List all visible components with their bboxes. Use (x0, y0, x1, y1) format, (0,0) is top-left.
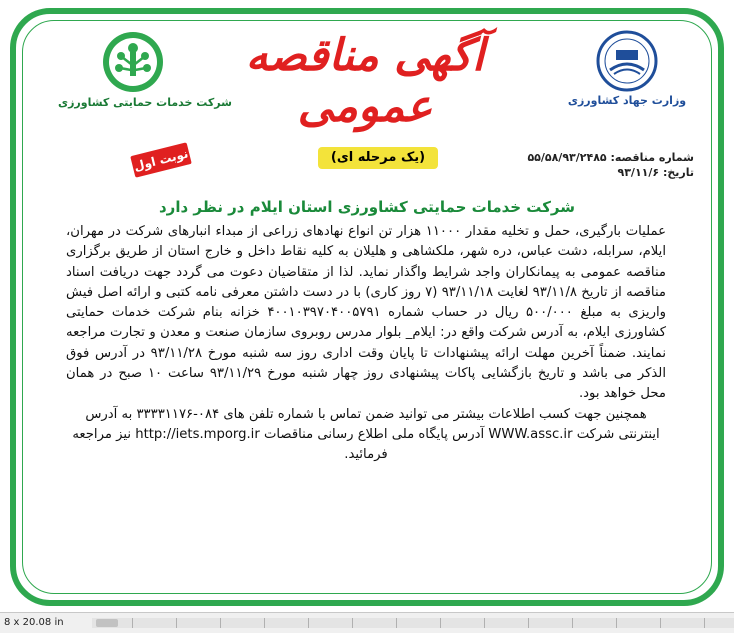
ruler-tick (352, 618, 353, 628)
tender-date: تاریخ: ۹۳/۱۱/۶ (617, 166, 694, 179)
ruler-tick (616, 618, 617, 628)
ruler-tick (660, 618, 661, 628)
ruler-tick (484, 618, 485, 628)
notice-body (66, 222, 666, 466)
body-paragraph-main: عملیات بارگیری، حمل و تخلیه مقدار ۱۱۰۰۰ هزار تن انواع نهادهای زراعی از مبداء انبارهای شرکت در مهران، ایلام، سرابله، دشت عباس، دره شهر، ملکشاهی و هلیلان به کلیه نقاط داخل و خارج استان از طریق برگزاری مناقصه عمومی به پیمانکاران واجد شرایط واگذار نماید. لذا از متقاضیان دعوت می گردد جهت دریافت اسناد مناقصه از تاریخ ۹۳/۱۱/۸ لغایت ۹۳/۱۱/۱۸ (۷ روز کاری) با در دست داشتن معرفی نامه کتبی و ارائه اصل فیش واریزی به مبلغ ۵۰۰/۰۰۰ ریال در حساب شماره ۴۰۰۱۰۳۹۷۰۴۰۰۵۷۹۱ خزانه بنام شرکت خدمات حمایتی کشاورزی ایلام، به آدرس شرکت واقع در: ایلام_ بلوار مدرس روبروی سازمان صنعت و معدن و تجارت مراجعه نمایند. ضمناً آخرین مهلت ارائه پیشنهادات تا پایان وقت اداری روز سه شنبه مورخ ۹۳/۱۱/۲۸ در آدرس فوق الذکر می باشد و تاریخ بازگشایی پاکات پیشنهادی روز چهار شنبه مورخ ۹۳/۱۱/۲۹ ساعت ۱۰ صبح در همان محل خواهد بود. (66, 224, 667, 402)
ministry-caption: وزارت جهاد کشاورزی (567, 94, 687, 107)
first-round-badge: نوبت اول (130, 142, 192, 177)
ruler-tick (528, 618, 529, 628)
status-bar (0, 612, 734, 633)
ministry-emblem-icon (596, 30, 658, 92)
body-paragraph-contact: همچنین جهت کسب اطلاعات بیشتر می توانید ضمن تماس با شماره تلفن های ۰۸۴-۳۳۳۳۱۱۷۶ به آدرس اینترنتی شرکت WWW.assc.ir آدرس پایگاه ملی اطلاع رسانی مناقصات http://iets.mporg.ir نیز مراجعه فرمائید. (72, 406, 660, 463)
company-emblem-icon (101, 30, 165, 94)
company-caption: شرکت خدمات حمایتی کشاورزی (58, 96, 232, 109)
tender-number: شماره مناقصه: ۵۵/۵۸/۹۳/۲۴۸۵ (527, 151, 694, 164)
tender-reference (527, 150, 694, 180)
ministry-logo (562, 30, 692, 107)
ruler-tick (308, 618, 309, 628)
ruler-tick (220, 618, 221, 628)
notice-title: آگهی مناقصه عمومی (245, 30, 485, 132)
ruler-tick (572, 618, 573, 628)
company-logo (58, 30, 232, 109)
scroll-thumb[interactable] (96, 619, 118, 627)
horizontal-scrollbar[interactable] (92, 618, 734, 628)
phase-label: (یک مرحله ای) (318, 147, 438, 169)
ruler-tick (132, 618, 133, 628)
ruler-tick (176, 618, 177, 628)
ruler-tick (264, 618, 265, 628)
ruler-tick (704, 618, 705, 628)
ruler-tick (440, 618, 441, 628)
ruler-tick (396, 618, 397, 628)
page-size-readout: 8 x 20.08 in (4, 617, 64, 628)
notice-headline: شرکت خدمات حمایتی کشاورزی استان ایلام در نظر دارد (158, 198, 575, 216)
